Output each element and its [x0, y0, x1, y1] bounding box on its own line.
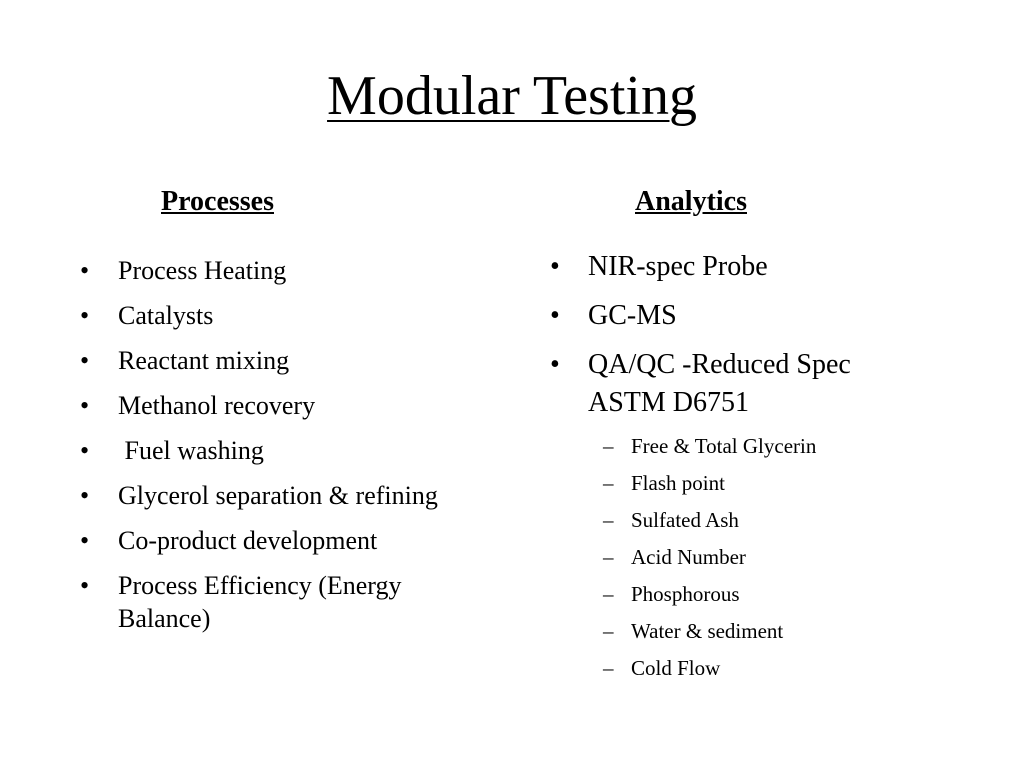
list-item: • QA/QC -Reduced Spec ASTM D6751: [546, 346, 918, 422]
sub-list-item: – Water & sediment: [603, 617, 983, 645]
list-item: • GC-MS: [546, 297, 986, 335]
analytics-list: [546, 248, 986, 428]
slide-title: Modular Testing: [327, 65, 697, 127]
sub-list-item: – Acid Number: [603, 543, 983, 571]
analytics-heading: Analytics: [635, 186, 747, 217]
sub-list-item: – Cold Flow: [603, 654, 983, 682]
list-item: • NIR-spec Probe: [546, 248, 986, 286]
astm-spec-sublist: [603, 432, 983, 691]
list-item: • Process Efficiency (Energy Balance): [76, 569, 458, 635]
list-item: • Fuel washing: [76, 434, 516, 467]
sub-list-item: – Free & Total Glycerin: [603, 432, 983, 460]
sub-list-item: – Flash point: [603, 469, 983, 497]
list-item: • Glycerol separation & refining: [76, 479, 516, 512]
list-item: • Methanol recovery: [76, 389, 516, 422]
list-item: • Catalysts: [76, 299, 516, 332]
sub-list-item: – Phosphorous: [603, 580, 983, 608]
sub-list-item: – Sulfated Ash: [603, 506, 983, 534]
processes-list: [76, 254, 516, 647]
list-item: • Co-product development: [76, 524, 516, 557]
processes-heading: Processes: [161, 186, 274, 217]
list-item: • Process Heating: [76, 254, 516, 287]
list-item: • Reactant mixing: [76, 344, 516, 377]
